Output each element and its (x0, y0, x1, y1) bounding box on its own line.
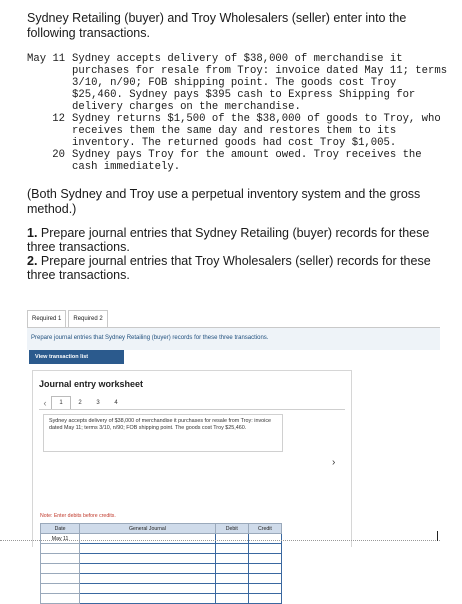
transaction-item (27, 113, 452, 149)
debit-input[interactable] (215, 564, 248, 574)
journal-worksheet-panel (32, 370, 352, 547)
credit-input[interactable] (248, 574, 281, 584)
credit-input[interactable] (248, 534, 281, 544)
debit-input[interactable] (215, 584, 248, 594)
instruction-text: Prepare journal entries that Sydney Retailing (buyer) records for these three transactions. (31, 335, 269, 341)
debit-input[interactable] (215, 544, 248, 554)
table-row (41, 564, 282, 574)
credit-input[interactable] (248, 584, 281, 594)
requirement-1: 1. Prepare journal entries that Sydney Retailing (buyer) records for these three transactions. (27, 226, 430, 254)
transaction-item (27, 149, 452, 173)
account-input[interactable] (80, 554, 216, 564)
account-input[interactable] (80, 564, 216, 574)
table-row (41, 554, 282, 564)
inventory-note: (Both Sydney and Troy use a perpetual inventory system and the gross method.) (27, 187, 421, 216)
debit-input[interactable] (215, 554, 248, 564)
date-cell (41, 564, 80, 574)
transaction-description: Sydney accepts delivery of $38,000 of merchandise it purchases for resale from Troy: invoice dated May 11; terms 3/10, n/90; FOB shipping point. The goods cost Troy $25,460. (43, 414, 283, 452)
chevron-right-icon[interactable]: › (332, 457, 336, 468)
page-4[interactable]: 4 (114, 400, 118, 406)
question-widget (27, 310, 440, 546)
credit-input[interactable] (248, 564, 281, 574)
col-general-journal: General Journal (80, 524, 216, 534)
page-3[interactable]: 3 (96, 400, 100, 406)
table-row (41, 584, 282, 594)
page-bottom-divider (0, 540, 440, 541)
date-cell: May 11 (41, 534, 80, 544)
col-date: Date (41, 524, 80, 534)
transaction-month: May 11 (27, 53, 66, 65)
table-header-row (41, 524, 282, 534)
page-1[interactable]: 1 (51, 396, 71, 410)
tab-bar (27, 310, 110, 327)
table-row (41, 594, 282, 604)
account-input[interactable] (80, 584, 216, 594)
account-input[interactable] (80, 544, 216, 554)
account-input[interactable] (80, 574, 216, 584)
debit-input[interactable] (215, 534, 248, 544)
requirement-2: 2. Prepare journal entries that Troy Wholesalers (seller) records for these three transactions. (27, 254, 431, 282)
transaction-text: Sydney accepts delivery of $38,000 of merchandise it purchases for resale from Troy: invoice dated May 11; terms 3/10, n/90; FOB shipping point. The goods cost Troy $25,460. Sydney pays $395 cash to Express Shipping for delivery charges on the merchandise. (72, 53, 448, 113)
tab-required-1[interactable]: Required 1 (27, 310, 66, 329)
worksheet-title: Journal entry worksheet (39, 379, 144, 389)
credit-input[interactable] (248, 594, 281, 604)
transaction-text: Sydney pays Troy for the amount owed. Troy receives the cash immediately. (72, 149, 422, 173)
enter-debits-note: Note: Enter debits before credits. (40, 513, 116, 519)
account-input[interactable] (80, 594, 216, 604)
debit-input[interactable] (215, 574, 248, 584)
intro-text: Sydney Retailing (buyer) and Troy Wholesalers (seller) enter into the following transactions. (27, 11, 407, 40)
tab-required-2[interactable]: Required 2 (68, 310, 107, 328)
account-input[interactable] (80, 534, 216, 544)
journal-table (40, 523, 282, 604)
worksheet-pager (39, 396, 125, 410)
credit-input[interactable] (248, 554, 281, 564)
requirements (27, 226, 447, 282)
transaction-day: 12 (52, 113, 65, 125)
transaction-day: 20 (52, 149, 65, 161)
instruction-band (27, 328, 440, 350)
date-cell (41, 574, 80, 584)
chevron-left-icon[interactable]: ‹ (43, 398, 47, 408)
transaction-list (27, 53, 452, 173)
table-row (41, 574, 282, 584)
date-cell (41, 594, 80, 604)
page-2[interactable]: 2 (78, 400, 82, 406)
col-debit: Debit (215, 524, 248, 534)
view-transaction-list-button[interactable]: View transaction list (29, 350, 124, 364)
date-cell (41, 554, 80, 564)
credit-input[interactable] (248, 544, 281, 554)
table-row (41, 534, 282, 544)
debit-input[interactable] (215, 594, 248, 604)
col-credit: Credit (248, 524, 281, 534)
pager-divider (39, 409, 345, 410)
transaction-text: Sydney returns $1,500 of the $38,000 of goods to Troy, who receives them the same day and restores them to its inventory. The returned goods had cost Troy $1,005. (72, 113, 441, 149)
transaction-item (27, 53, 452, 113)
date-cell (41, 584, 80, 594)
text-caret (437, 531, 438, 541)
table-row (41, 544, 282, 554)
date-cell (41, 544, 80, 554)
